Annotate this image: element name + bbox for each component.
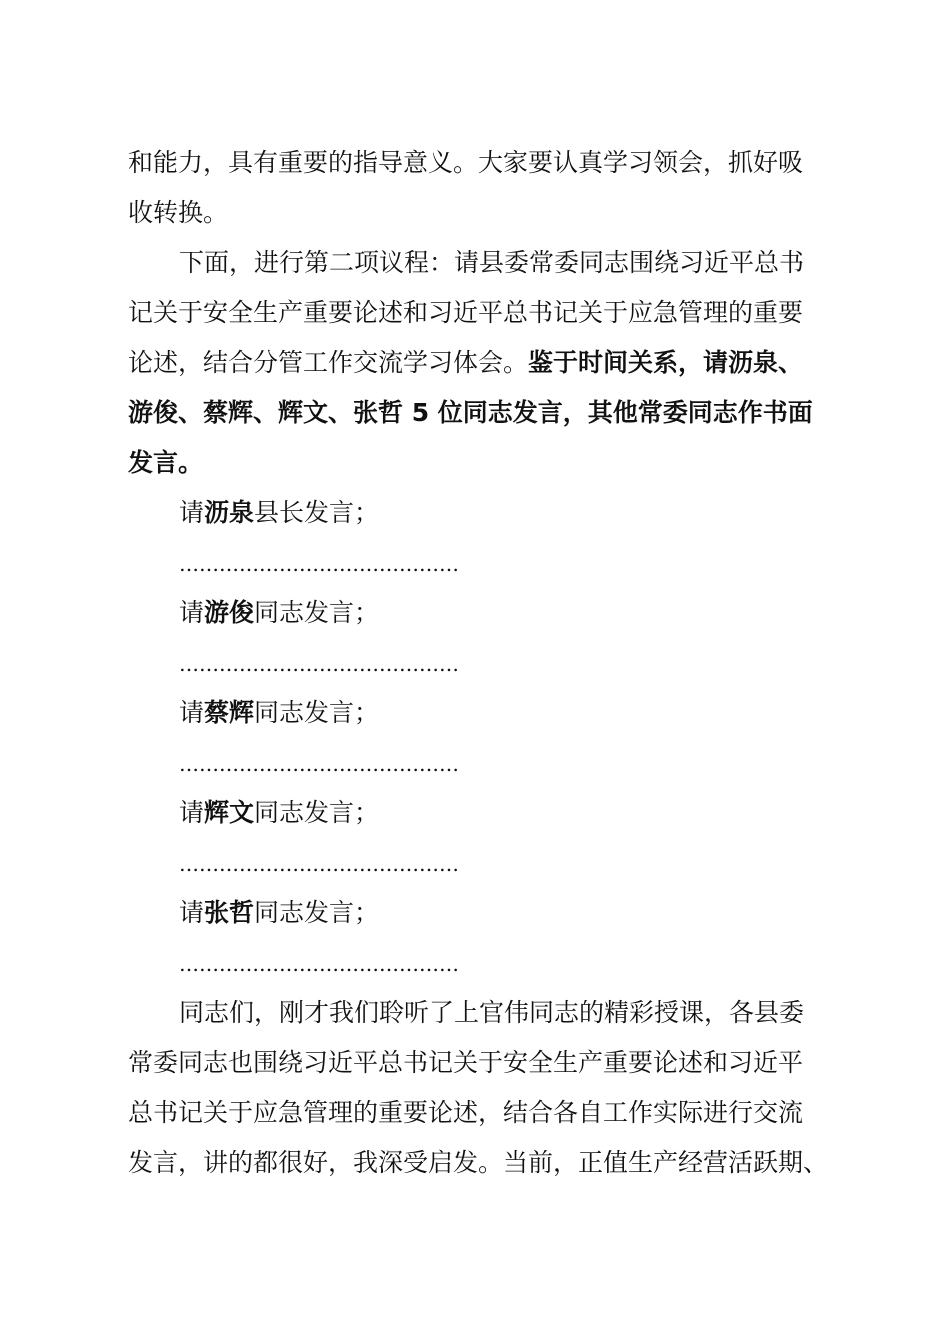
speaker-name: 辉文 <box>204 798 255 827</box>
ellipsis-text: …………………………………… <box>179 552 459 576</box>
text: 常委同志也围绕习近平总书记关于安全生产重要论述和习近平 <box>128 1048 804 1077</box>
speaker-ellipsis <box>128 538 828 588</box>
text: 同志们，刚才我们聆听了上官伟同志的精彩授课，各县委 <box>179 998 805 1027</box>
paragraph-2-line-5 <box>128 438 828 488</box>
speaker-ellipsis <box>128 838 828 888</box>
speaker-line <box>128 888 828 938</box>
paragraph-2-line-2 <box>128 288 828 338</box>
ellipsis-text: …………………………………… <box>179 952 459 976</box>
paragraph-3-line-2 <box>128 1038 828 1088</box>
speaker-prefix: 请 <box>179 798 205 827</box>
paragraph-3-line-1 <box>128 988 828 1038</box>
ellipsis-text: …………………………………… <box>179 652 459 676</box>
text: 收转换。 <box>128 198 229 227</box>
document-body <box>128 138 828 1188</box>
speaker-line <box>128 488 828 538</box>
speaker-prefix: 请 <box>179 498 205 527</box>
paragraph-2-line-3 <box>128 338 828 388</box>
speaker-ellipsis <box>128 938 828 988</box>
text: 总书记关于应急管理的重要论述，结合各自工作实际进行交流 <box>128 1098 804 1127</box>
speaker-prefix: 请 <box>179 698 205 727</box>
ellipsis-text: …………………………………… <box>179 852 459 876</box>
speaker-line <box>128 688 828 738</box>
text: 发言，讲的都很好，我深受启发。当前，正值生产经营活跃期、 <box>128 1148 829 1177</box>
bold-text: 发言。 <box>128 448 204 477</box>
ellipsis-text: …………………………………… <box>179 752 459 776</box>
speaker-suffix: 同志发言； <box>254 598 380 627</box>
text: 下面，进行第二项议程：请县委常委同志围绕习近平总书 <box>179 248 805 277</box>
text: 记关于安全生产重要论述和习近平总书记关于应急管理的重要 <box>128 298 804 327</box>
speaker-prefix: 请 <box>179 598 205 627</box>
text: 论述，结合分管工作交流学习体会。 <box>128 348 529 377</box>
paragraph-1-line-2 <box>128 188 828 238</box>
paragraph-1-line-1 <box>128 138 828 188</box>
speaker-name: 沥泉 <box>204 498 255 527</box>
speaker-name: 张哲 <box>204 898 255 927</box>
speaker-ellipsis <box>128 738 828 788</box>
speaker-suffix: 同志发言； <box>254 798 380 827</box>
speaker-line <box>128 788 828 838</box>
paragraph-3-line-4 <box>128 1138 828 1188</box>
text: 和能力，具有重要的指导意义。大家要认真学习领会，抓好吸 <box>128 148 804 177</box>
bold-text: 鉴于时间关系，请沥泉、 <box>528 348 804 377</box>
speaker-line <box>128 588 828 638</box>
paragraph-2-line-4 <box>128 388 828 438</box>
speaker-suffix: 同志发言； <box>254 698 380 727</box>
speaker-ellipsis <box>128 638 828 688</box>
speaker-suffix: 同志发言； <box>254 898 380 927</box>
speaker-suffix: 县长发言； <box>254 498 380 527</box>
speaker-prefix: 请 <box>179 898 205 927</box>
speaker-name: 蔡辉 <box>204 698 255 727</box>
bold-text: 游俊、蔡辉、辉文、张哲 5 位同志发言，其他常委同志作书面 <box>128 398 813 427</box>
paragraph-3-line-3 <box>128 1088 828 1138</box>
paragraph-2-line-1 <box>128 238 828 288</box>
speaker-name: 游俊 <box>204 598 255 627</box>
